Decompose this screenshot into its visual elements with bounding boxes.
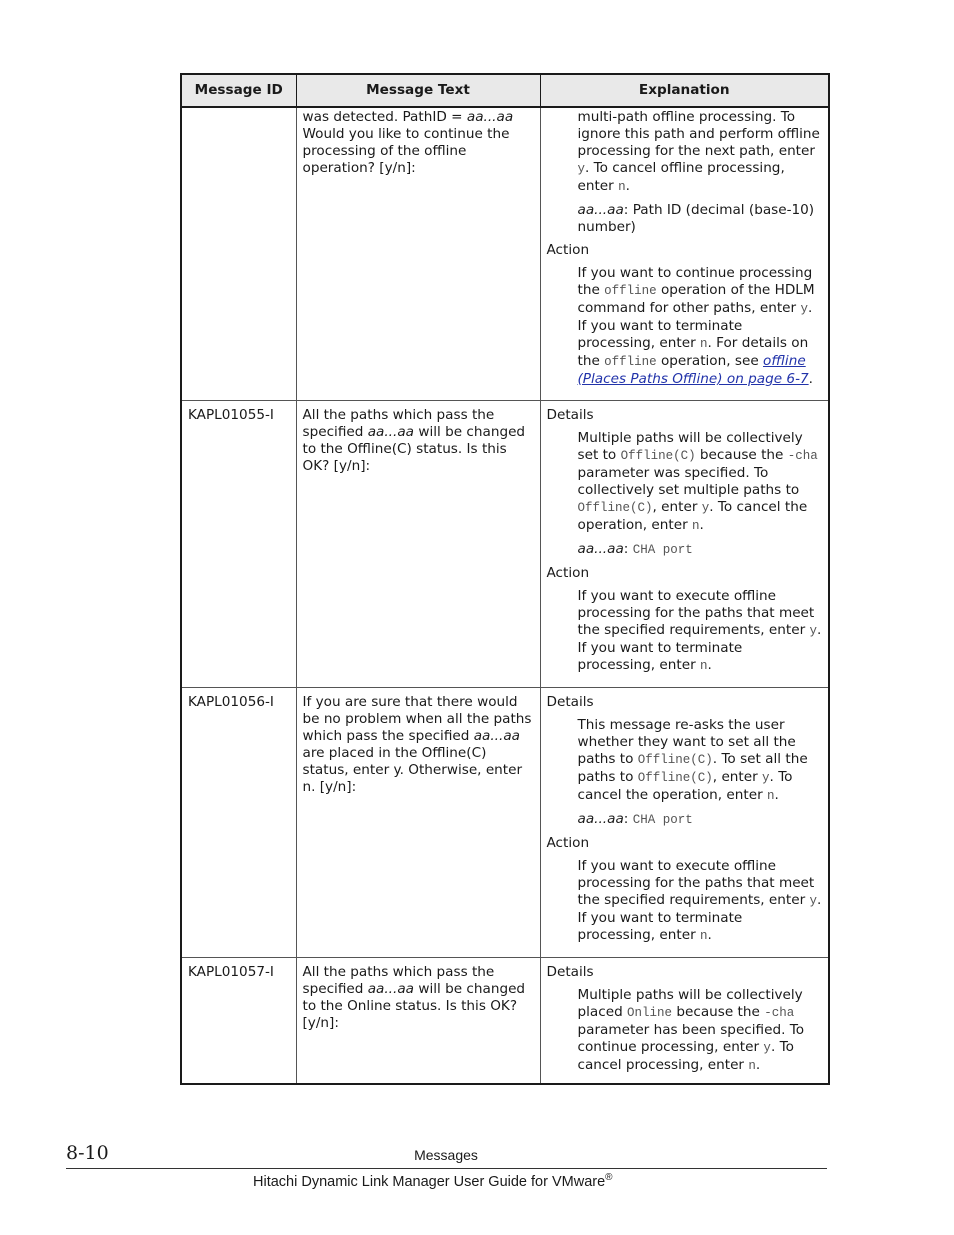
footer-book-title: Hitachi Dynamic Link Manager User Guide for VMware®	[253, 1172, 613, 1190]
code-cha-port: CHA port	[632, 543, 693, 557]
code-cha: -cha	[764, 1006, 795, 1020]
param-description: aa...aa: Path ID (decimal (base-10) number)	[577, 202, 815, 235]
details-paragraph: This message re-asks the user whether they want to set all the paths to Offline(C). To set all the paths to Offline(C), enter y. To cancel the operation, enter n.	[577, 717, 808, 803]
code-n: n	[699, 929, 708, 943]
details-paragraph: Multiple paths will be collectively set to Offline(C) because the -cha parameter was specified. To collectively set multiple paths to Offline(C), enter y. To cancel the operation, enter n.	[577, 430, 818, 533]
code-y: y	[809, 624, 818, 638]
code-cha: -cha	[787, 449, 818, 463]
code-offline: offline	[604, 284, 657, 298]
text-part: was detected. PathID =	[302, 109, 467, 125]
code-n: n	[748, 1059, 756, 1073]
explanation-cell	[540, 107, 829, 401]
code-n: n	[699, 337, 708, 351]
code-n: n	[618, 180, 626, 194]
code-offline-c: Offline(C)	[637, 771, 713, 785]
table-row	[181, 958, 829, 1085]
offline-command-link[interactable]: offline (Places Paths Offline) on page 6-7	[577, 353, 809, 387]
explanation-cell	[540, 401, 829, 688]
header-explanation: Explanation	[540, 74, 829, 107]
details-label: Details	[546, 964, 594, 980]
code-n: n	[766, 789, 775, 803]
explanation-cell	[540, 958, 829, 1085]
table-row	[181, 107, 829, 401]
action-label: Action	[546, 242, 590, 258]
table-header-row	[181, 74, 829, 107]
explanation-cell	[540, 688, 829, 958]
table-row	[181, 401, 829, 688]
action-label: Action	[546, 565, 590, 581]
aa-param: aa...aa	[466, 109, 514, 125]
footer-section-title: Messages	[414, 1147, 478, 1163]
details-paragraph: Multiple paths will be collectively placed Online because the -cha parameter has been specified. To continue processing, enter y. To cancel processing, enter n.	[577, 987, 805, 1073]
messages-table	[180, 73, 830, 1085]
message-id-cell: KAPL01057-I	[181, 958, 296, 1085]
code-n: n	[699, 659, 708, 673]
aa-param: aa...aa	[367, 981, 414, 997]
code-offline: offline	[604, 355, 657, 369]
param-description: aa...aa: CHA port	[577, 541, 693, 557]
code-offline-c: Offline(C)	[620, 449, 696, 463]
action-label: Action	[546, 835, 590, 851]
code-cha-port: CHA port	[632, 813, 693, 827]
message-id-cell: KAPL01055-I	[181, 401, 296, 688]
details-label: Details	[546, 407, 594, 423]
footer-divider	[66, 1168, 827, 1169]
code-online: Online	[627, 1006, 673, 1020]
message-text-cell: If you are sure that there would be no problem when all the paths which pass the specified aa...aa are placed in the Offline(C) status, enter y. Otherwise, enter n. [y/n]:	[296, 688, 540, 958]
code-y: y	[809, 894, 818, 908]
code-y: y	[577, 162, 586, 176]
code-y: y	[762, 771, 770, 785]
code-offline-c: Offline(C)	[577, 501, 653, 515]
text-part: Would you like to continue the processing of the offline operation? [y/n]:	[302, 126, 510, 176]
message-text-cell: All the paths which pass the specified aa...aa will be changed to the Online status. Is this OK? [y/n]:	[296, 958, 540, 1085]
header-message-id: Message ID	[181, 74, 296, 107]
message-text-cell: All the paths which pass the specified aa...aa will be changed to the Offline(C) status. Is this OK? [y/n]:	[296, 401, 540, 688]
action-paragraph: If you want to execute offline processing for the paths that meet the specified requirements, enter y. If you want to terminate processing, enter n.	[577, 588, 822, 673]
code-y: y	[763, 1041, 771, 1055]
message-id-cell: KAPL01056-I	[181, 688, 296, 958]
page-number: 8-10	[66, 1142, 109, 1164]
action-paragraph: If you want to continue processing the offline operation of the HDLM command for other paths, enter y. If you want to terminate processing, enter n. For details on the offline operation, see offline (Places Paths Offline) on page 6-7.	[577, 265, 815, 387]
param-description: aa...aa: CHA port	[577, 811, 693, 827]
table-row	[181, 688, 829, 958]
header-message-text: Message Text	[296, 74, 540, 107]
aa-param: aa...aa	[473, 728, 520, 744]
code-y: y	[701, 501, 710, 515]
aa-param: aa...aa	[367, 424, 414, 440]
message-id-cell	[181, 107, 296, 401]
action-paragraph: If you want to execute offline processing for the paths that meet the specified requirements, enter y. If you want to terminate processing, enter n.	[577, 858, 822, 943]
message-text-cell	[296, 107, 540, 401]
registered-mark: ®	[605, 1172, 613, 1183]
details-label: Details	[546, 694, 594, 710]
explanation-paragraph: multi-path offline processing. To ignore this path and perform offline processing for the next path, enter y. To cancel offline processing, enter n.	[577, 109, 820, 194]
code-y: y	[800, 302, 808, 316]
code-n: n	[692, 519, 700, 533]
code-offline-c: Offline(C)	[637, 753, 713, 767]
